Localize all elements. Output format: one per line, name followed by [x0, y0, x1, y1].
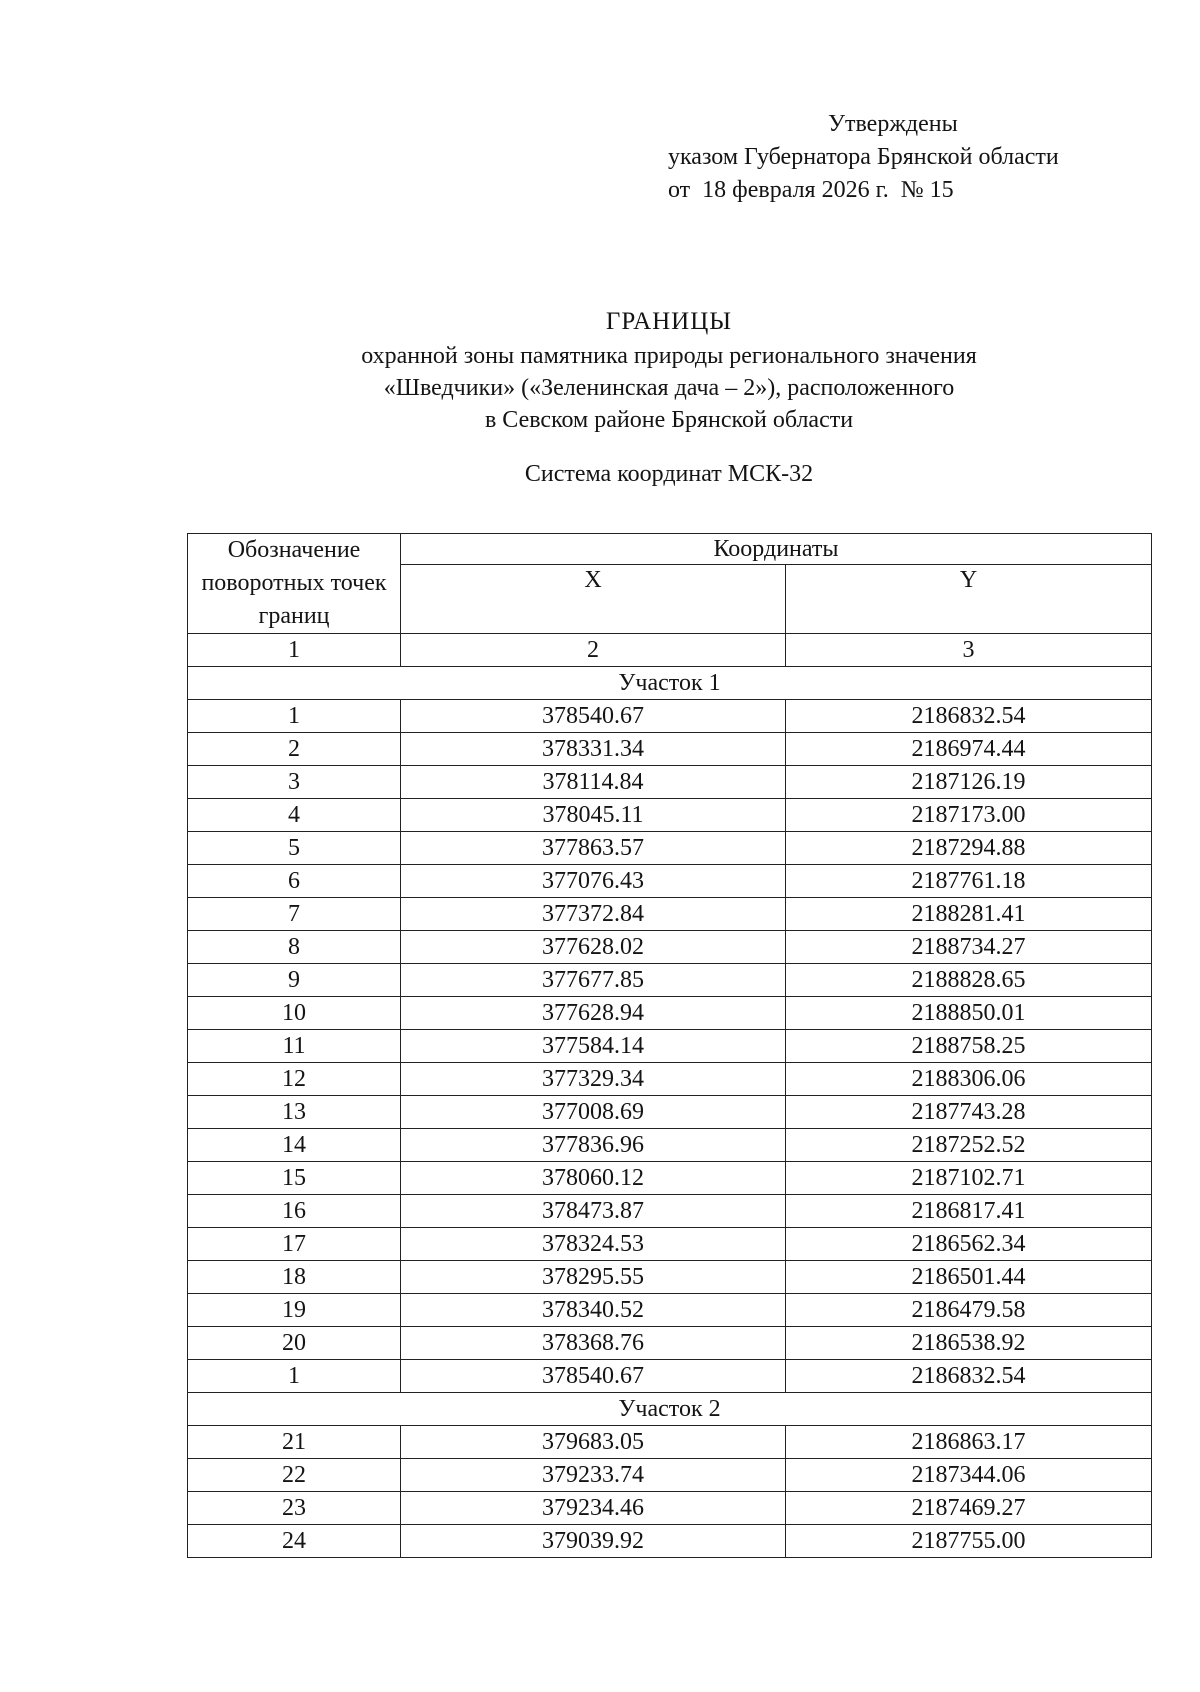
document-title-block [0, 306, 1200, 490]
point-cell: 5 [188, 832, 401, 865]
table-row [188, 1459, 1152, 1492]
table-row [188, 1261, 1152, 1294]
section-row [188, 667, 1152, 700]
point-cell: 22 [188, 1459, 401, 1492]
y-cell: 2186538.92 [786, 1327, 1152, 1360]
table-row [188, 1030, 1152, 1063]
y-cell: 2188758.25 [786, 1030, 1152, 1063]
table-body [188, 667, 1152, 1558]
y-cell: 2187252.52 [786, 1129, 1152, 1162]
x-cell: 377628.02 [401, 931, 786, 964]
point-cell: 10 [188, 997, 401, 1030]
coordinate-system-label: Система координат МСК-32 [524, 461, 814, 487]
y-cell: 2187294.88 [786, 832, 1152, 865]
point-cell: 18 [188, 1261, 401, 1294]
table-row [188, 1492, 1152, 1525]
table-row [188, 1063, 1152, 1096]
table-row [188, 1228, 1152, 1261]
header-designation: Обозначение поворотных точек границ [188, 534, 401, 634]
x-cell: 377329.34 [401, 1063, 786, 1096]
table-row [188, 1129, 1152, 1162]
approval-line-1: Утверждены [828, 111, 958, 137]
x-cell: 377677.85 [401, 964, 786, 997]
header-col-number-3: 3 [786, 634, 1152, 667]
point-cell: 15 [188, 1162, 401, 1195]
y-cell: 2186863.17 [786, 1426, 1152, 1459]
table-row [188, 799, 1152, 832]
approval-line-2: указом Губернатора Брянской области [668, 144, 1059, 170]
point-cell: 3 [188, 766, 401, 799]
point-cell: 1 [188, 700, 401, 733]
x-cell: 377584.14 [401, 1030, 786, 1063]
y-cell: 2187173.00 [786, 799, 1152, 832]
table-row [188, 1195, 1152, 1228]
x-cell: 379039.92 [401, 1525, 786, 1558]
y-cell: 2188306.06 [786, 1063, 1152, 1096]
x-cell: 377008.69 [401, 1096, 786, 1129]
point-cell: 20 [188, 1327, 401, 1360]
y-cell: 2187469.27 [786, 1492, 1152, 1525]
table-row [188, 1327, 1152, 1360]
coordinates-table [187, 533, 1152, 1558]
table-row [188, 1162, 1152, 1195]
table-row [188, 832, 1152, 865]
x-cell: 378045.11 [401, 799, 786, 832]
y-cell: 2187102.71 [786, 1162, 1152, 1195]
y-cell: 2186562.34 [786, 1228, 1152, 1261]
point-cell: 19 [188, 1294, 401, 1327]
point-cell: 6 [188, 865, 401, 898]
point-cell: 4 [188, 799, 401, 832]
header-col-number-1: 1 [188, 634, 401, 667]
table-row [188, 700, 1152, 733]
x-cell: 377628.94 [401, 997, 786, 1030]
section-row [188, 1393, 1152, 1426]
title-line-3: в Севском районе Брянской области [484, 407, 854, 433]
y-cell: 2187761.18 [786, 865, 1152, 898]
point-cell: 24 [188, 1525, 401, 1558]
point-cell: 8 [188, 931, 401, 964]
y-cell: 2187126.19 [786, 766, 1152, 799]
y-cell: 2186479.58 [786, 1294, 1152, 1327]
y-cell: 2187755.00 [786, 1525, 1152, 1558]
x-cell: 379234.46 [401, 1492, 786, 1525]
y-cell: 2186817.41 [786, 1195, 1152, 1228]
x-cell: 377863.57 [401, 832, 786, 865]
x-cell: 379233.74 [401, 1459, 786, 1492]
x-cell: 377372.84 [401, 898, 786, 931]
document-heading: ГРАНИЦЫ [605, 308, 733, 335]
table-row [188, 1294, 1152, 1327]
x-cell: 379683.05 [401, 1426, 786, 1459]
table-row [188, 898, 1152, 931]
point-cell: 21 [188, 1426, 401, 1459]
point-cell: 23 [188, 1492, 401, 1525]
x-cell: 378331.34 [401, 733, 786, 766]
table-row [188, 964, 1152, 997]
x-cell: 378295.55 [401, 1261, 786, 1294]
table-row [188, 766, 1152, 799]
table-row [188, 865, 1152, 898]
point-cell: 16 [188, 1195, 401, 1228]
x-cell: 378060.12 [401, 1162, 786, 1195]
header-y: Y [786, 565, 1152, 634]
table-row [188, 1426, 1152, 1459]
x-cell: 378473.87 [401, 1195, 786, 1228]
x-cell: 378540.67 [401, 1360, 786, 1393]
approval-line-3: от 18 февраля 2026 г. № 15 [668, 177, 954, 203]
y-cell: 2186974.44 [786, 733, 1152, 766]
y-cell: 2187743.28 [786, 1096, 1152, 1129]
point-cell: 13 [188, 1096, 401, 1129]
y-cell: 2188734.27 [786, 931, 1152, 964]
y-cell: 2188828.65 [786, 964, 1152, 997]
title-line-2: «Шведчики» («Зеленинская дача – 2»), расположенного [383, 375, 955, 401]
y-cell: 2186501.44 [786, 1261, 1152, 1294]
table-row [188, 997, 1152, 1030]
x-cell: 378368.76 [401, 1327, 786, 1360]
header-x: X [401, 565, 786, 634]
point-cell: 1 [188, 1360, 401, 1393]
section-title: Участок 2 [188, 1393, 1152, 1426]
title-line-1: охранной зоны памятника природы регионального значения [361, 343, 977, 369]
x-cell: 378540.67 [401, 700, 786, 733]
table-row [188, 1360, 1152, 1393]
point-cell: 9 [188, 964, 401, 997]
point-cell: 7 [188, 898, 401, 931]
x-cell: 378114.84 [401, 766, 786, 799]
y-cell: 2188850.01 [786, 997, 1152, 1030]
x-cell: 377076.43 [401, 865, 786, 898]
point-cell: 2 [188, 733, 401, 766]
point-cell: 11 [188, 1030, 401, 1063]
y-cell: 2186832.54 [786, 700, 1152, 733]
section-title: Участок 1 [188, 667, 1152, 700]
table-row [188, 1525, 1152, 1558]
header-col-number-2: 2 [401, 634, 786, 667]
table-row [188, 1096, 1152, 1129]
y-cell: 2188281.41 [786, 898, 1152, 931]
point-cell: 12 [188, 1063, 401, 1096]
point-cell: 14 [188, 1129, 401, 1162]
y-cell: 2186832.54 [786, 1360, 1152, 1393]
y-cell: 2187344.06 [786, 1459, 1152, 1492]
table-row [188, 931, 1152, 964]
approval-stamp [668, 108, 1059, 207]
x-cell: 378340.52 [401, 1294, 786, 1327]
table-row [188, 733, 1152, 766]
x-cell: 377836.96 [401, 1129, 786, 1162]
header-coordinates: Координаты [401, 534, 1152, 565]
point-cell: 17 [188, 1228, 401, 1261]
x-cell: 378324.53 [401, 1228, 786, 1261]
